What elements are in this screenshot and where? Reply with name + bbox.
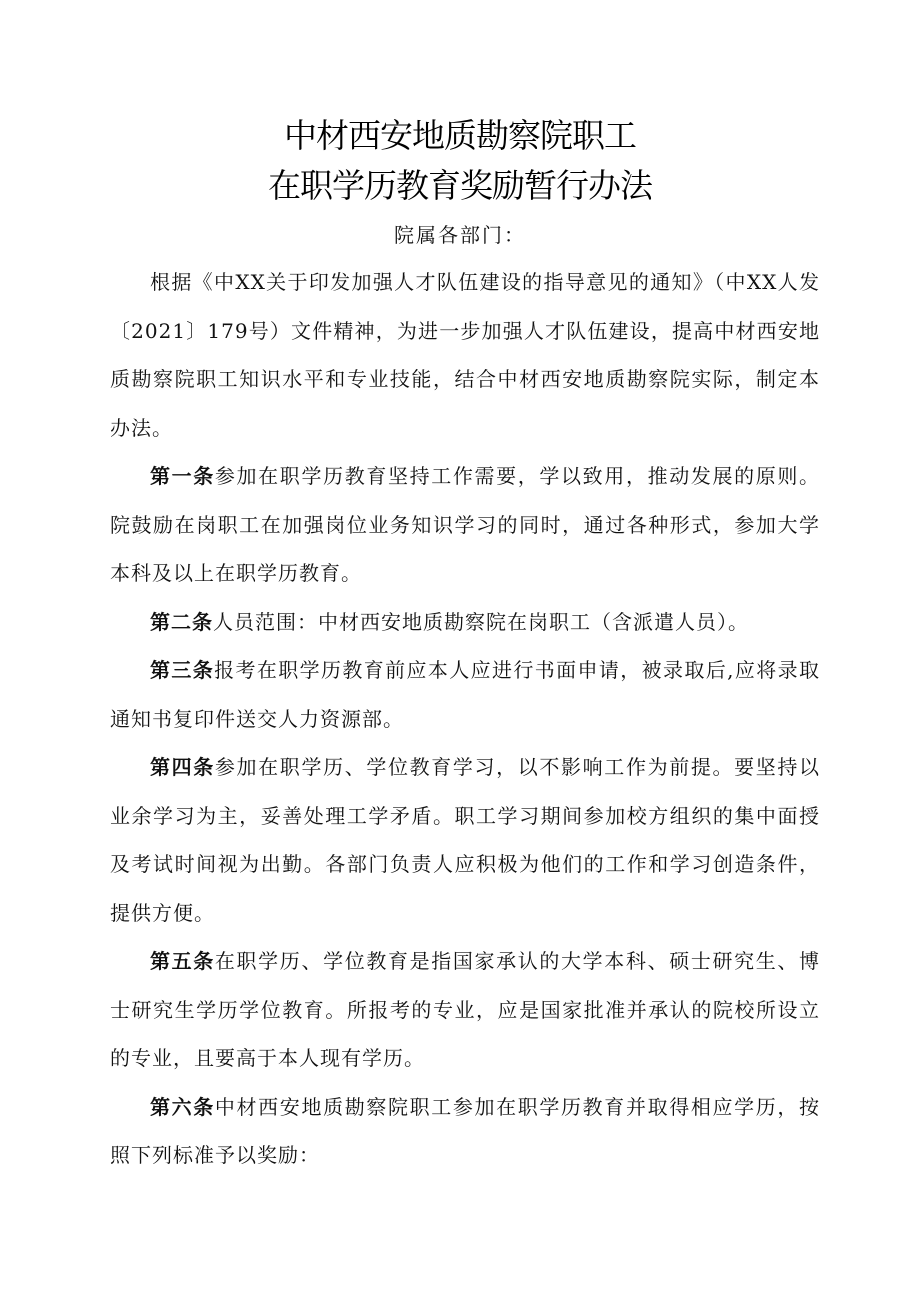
article-label: 第二条 bbox=[150, 609, 213, 634]
article-label: 第三条 bbox=[150, 658, 215, 682]
article-text: 参加在职学历、学位教育学习，以不影响工作为前提。要坚持以业余学习为主，妥善处理工学矛盾。职工学习期间参加校方组织的集中面授及考试时间视为出勤。各部门负责人应积极为他们的工作和学习创造条件，提供方便。 bbox=[110, 755, 821, 925]
article-4 bbox=[110, 743, 820, 937]
salutation: 院属各部门： bbox=[394, 223, 526, 247]
document-body bbox=[110, 258, 820, 1180]
article-text: 中材西安地质勘察院职工参加在职学历教育并取得相应学历，按照下列标准予以奖励： bbox=[110, 1094, 821, 1167]
article-text: 参加在职学历教育坚持工作需要，学以致用，推动发展的原则。院鼓励在岗职工在加强岗位业务知识学习的同时，通过各种形式，参加大学本科及以上在职学历教育。 bbox=[110, 464, 821, 585]
article-3 bbox=[110, 646, 820, 743]
paragraph-text: 根据《中XX关于印发加强人才队伍建设的指导意见的通知》（中XX人发〔2021〕179号）文件精神，为进一步加强人才队伍建设，提高中材西安地质勘察院职工知识水平和专业技能，结合中材西安地质勘察院实际，制定本办法。 bbox=[110, 270, 820, 440]
article-2 bbox=[110, 598, 820, 647]
article-5 bbox=[110, 937, 820, 1083]
paragraph-intro bbox=[110, 258, 820, 452]
article-6 bbox=[110, 1083, 820, 1180]
article-text: 人员范围：中材西安地质勘察院在岗职工（含派遣人员）。 bbox=[213, 609, 749, 634]
article-1 bbox=[110, 452, 820, 598]
article-text: 报考在职学历教育前应本人应进行书面申请，被录取后,应将录取通知书复印件送交人力资源部。 bbox=[110, 658, 821, 731]
article-label: 第一条 bbox=[150, 464, 215, 488]
document-title-line-2: 在职学历教育奖励暂行办法 bbox=[268, 166, 652, 205]
document-title-line-1: 中材西安地质勘察院职工 bbox=[284, 116, 636, 155]
article-label: 第六条 bbox=[150, 1094, 215, 1119]
article-label: 第四条 bbox=[150, 755, 215, 779]
article-label: 第五条 bbox=[150, 949, 215, 973]
article-text: 在职学历、学位教育是指国家承认的大学本科、硕士研究生、博士研究生学历学位教育。所报考的专业，应是国家批准并承认的院校所设立的专业，且要高于本人现有学历。 bbox=[110, 949, 821, 1070]
